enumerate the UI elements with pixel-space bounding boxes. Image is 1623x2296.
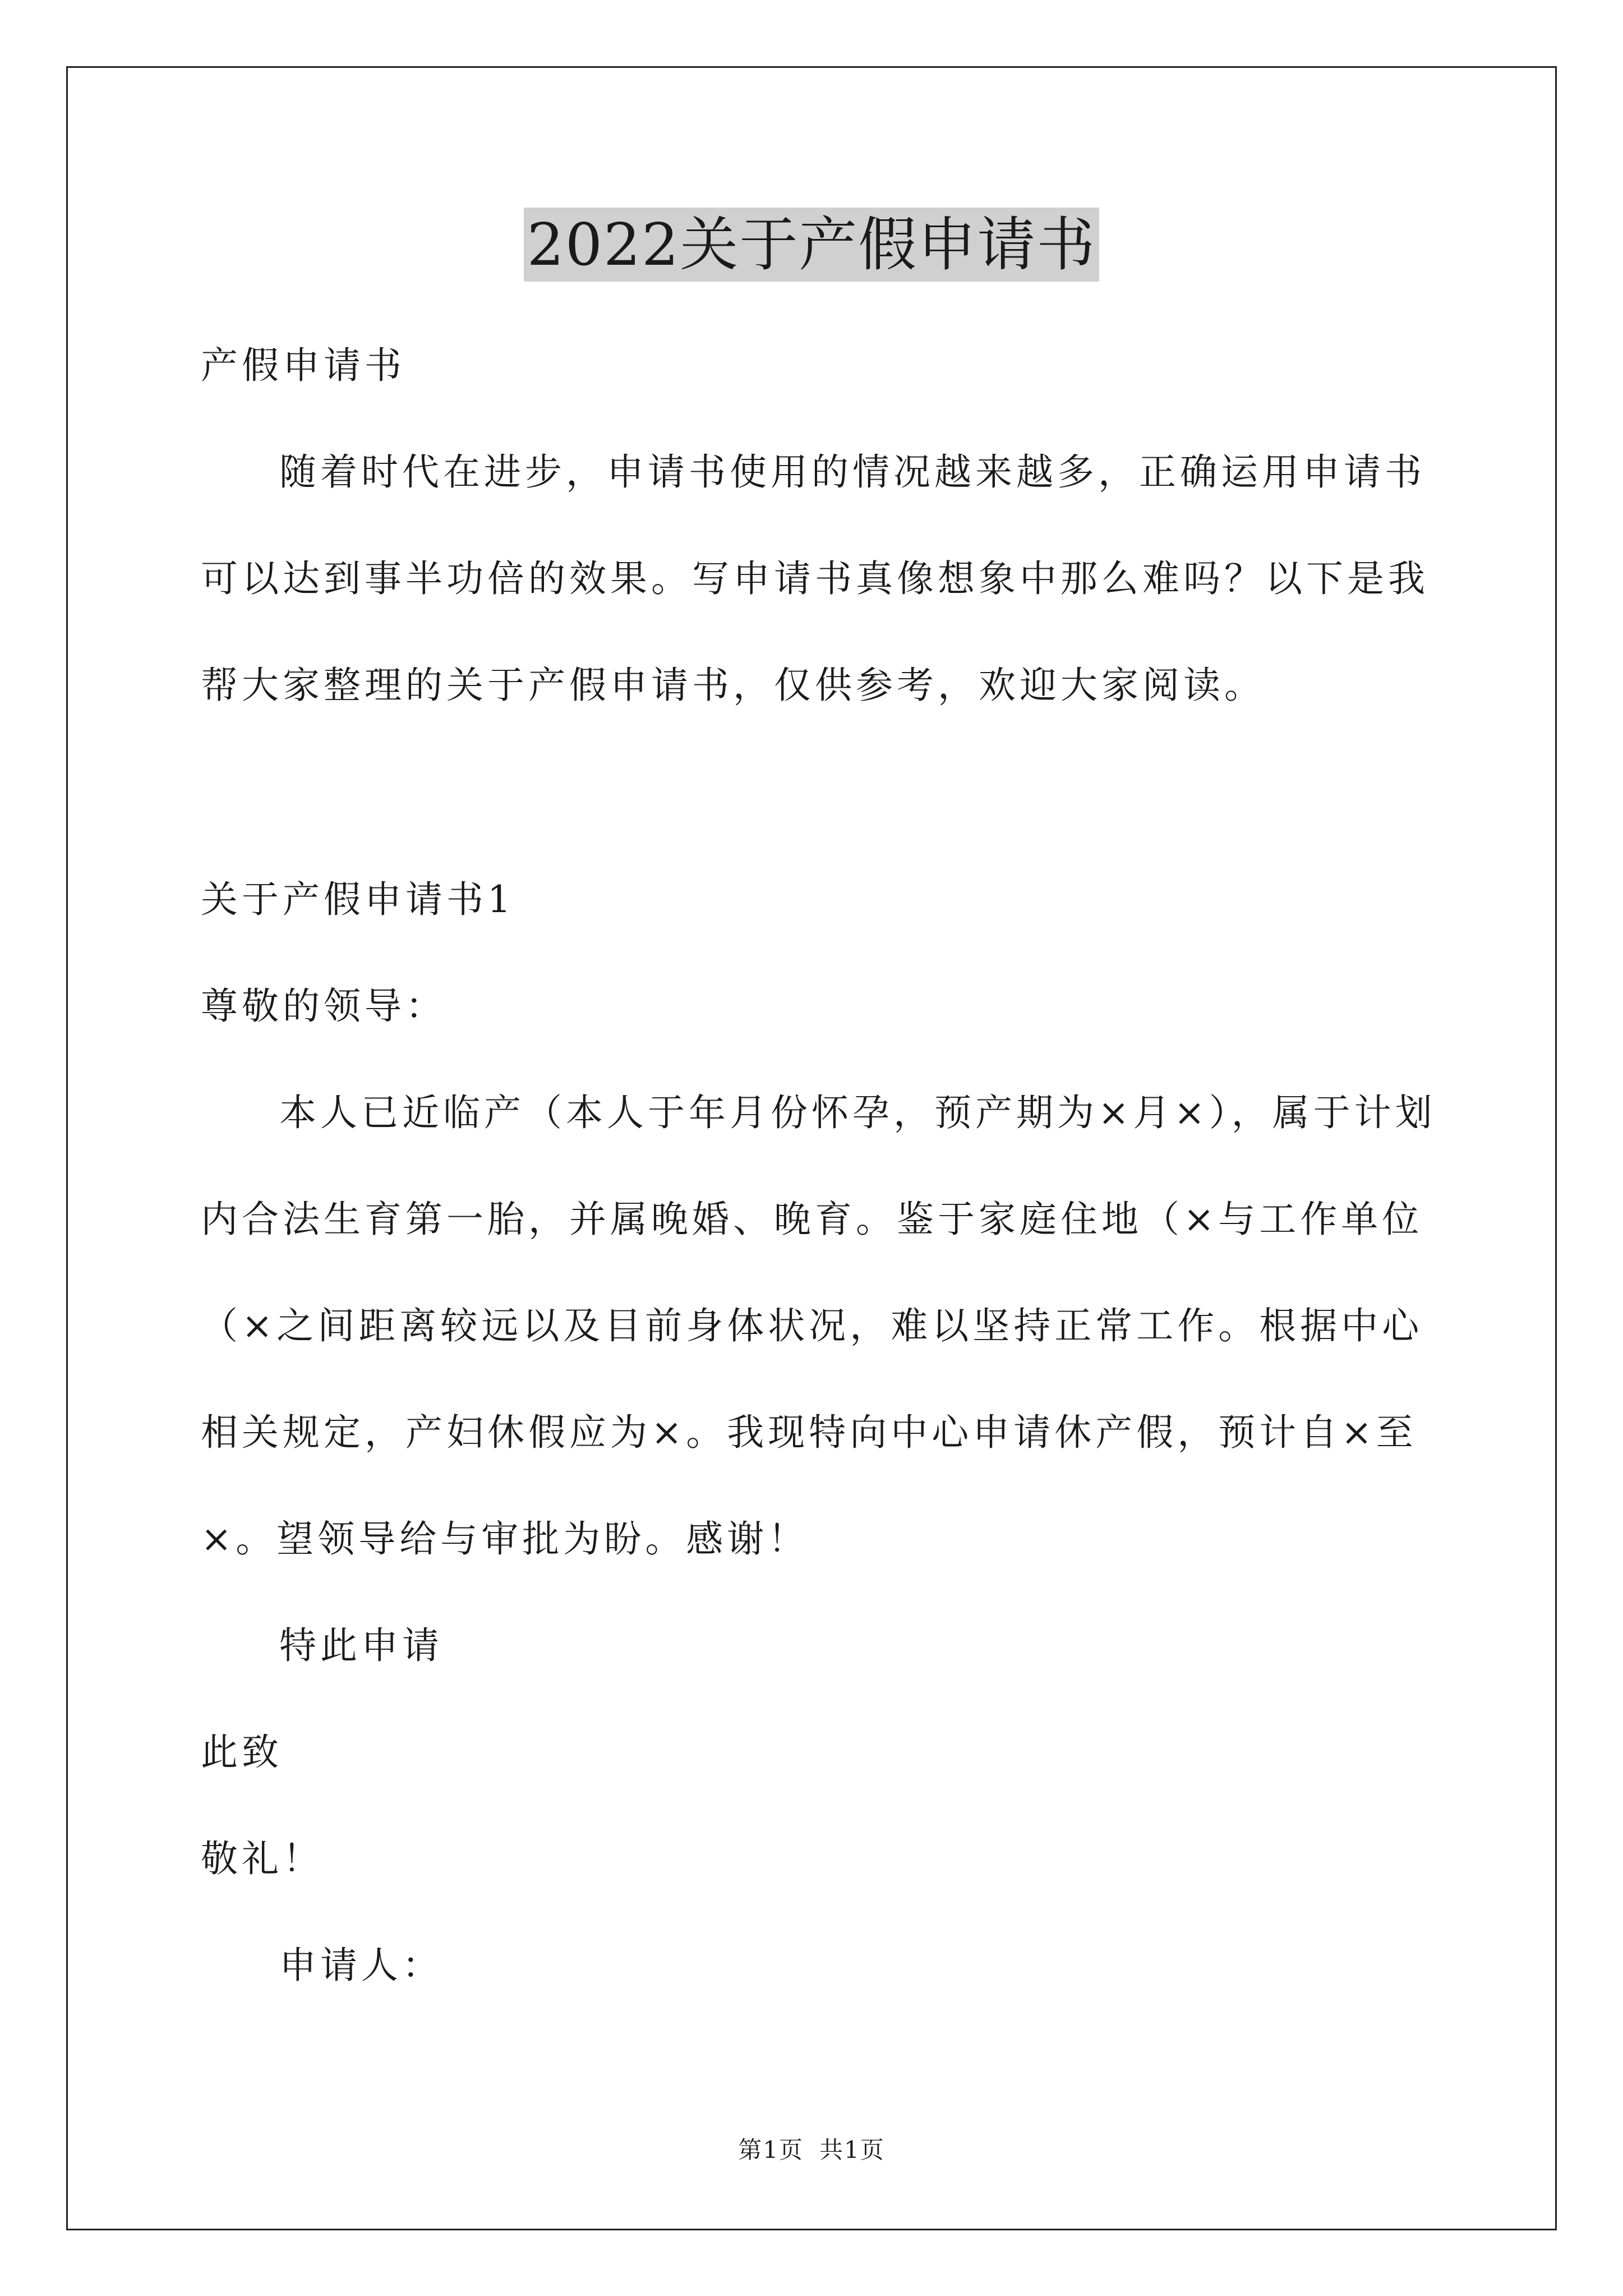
closing-salute: 敬礼！ [201,1837,324,1880]
intro-line-3: 帮大家整理的关于产假申请书，仅供参考，欢迎大家阅读。 [201,664,1265,707]
intro-line-2: 可以达到事半功倍的效果。写申请书真像想象中那么难吗？以下是我 [201,557,1429,600]
page-footer [0,2132,1623,2165]
body-line-1: 本人已近临产（本人于年月份怀孕，预产期为×月×），属于计划 [279,1091,1436,1134]
closing-regards: 此致 [201,1731,283,1774]
page-number: 第1页 [738,2136,804,2164]
closing-request: 特此申请 [279,1624,443,1667]
salutation: 尊敬的领导： [201,984,446,1028]
body-line-3: （×之间距离较远以及目前身体状况，难以坚持正常工作。根据中心 [201,1304,1423,1347]
intro-line-1: 随着时代在进步，申请书使用的情况越来越多，正确运用申请书 [279,450,1426,494]
body-line-2: 内合法生育第一胎，并属晚婚、晚育。鉴于家庭住地（×与工作单位 [201,1198,1423,1241]
page-count: 共1页 [819,2136,885,2164]
body-line-4: 相关规定，产妇休假应为×。我现特向中心申请休产假，预计自×至 [201,1411,1417,1454]
section-heading: 产假申请书 [201,344,405,387]
page-border [66,66,1557,2230]
body-line-5: ×。望领导给与审批为盼。感谢！ [201,1517,809,1561]
document-title: 2022关于产假申请书 [524,208,1100,282]
applicant-label: 申请人： [279,1944,443,1987]
title-container [0,208,1623,282]
letter-heading: 关于产假申请书1 [201,878,515,921]
